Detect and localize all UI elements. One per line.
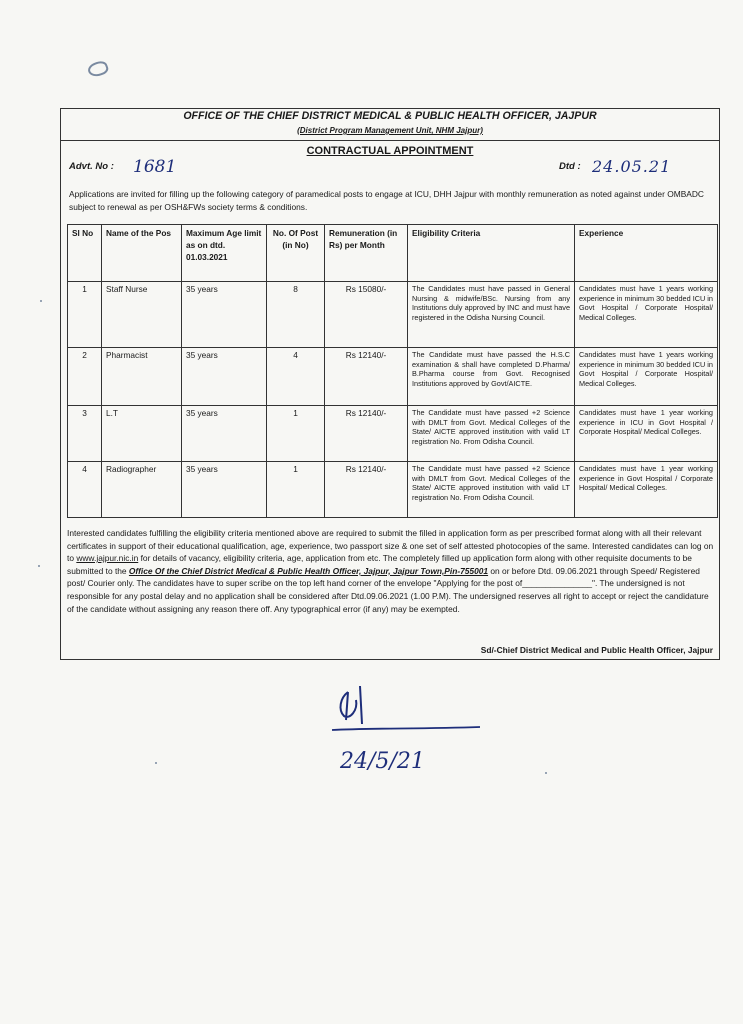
cell-age: 35 years <box>182 462 267 518</box>
table-row <box>68 462 718 518</box>
col-pay: Remuneration (in Rs) per Month <box>325 225 408 282</box>
cell-pay: Rs 15080/- <box>325 282 408 348</box>
website-link[interactable]: www.jajpur.nic.in <box>76 553 139 564</box>
cell-eligibility: The Candidates must have passed in General Nursing & midwife/BSc. Nursing from any Institutions duly approved by INC and must have registered in the Odisha Nursing Council. <box>408 282 575 348</box>
cell-name: L.T <box>102 406 182 462</box>
signatory-line: Sd/-Chief District Medical and Public Health Officer, Jajpur <box>480 645 713 655</box>
cell-pay: Rs 12140/- <box>325 462 408 518</box>
date-handwritten: 24.05.21 <box>592 157 672 176</box>
cell-eligibility: The Candidate must have passed +2 Science with DMLT from Govt. Medical Colleges of the State/ AICTE approved institution with valid LT registration No. From Odisha Council. <box>408 462 575 518</box>
col-posts: No. Of Post (in No) <box>267 225 325 282</box>
instructions-text-1: Interested candidates fulfilling the eligibility criteria mentioned above are required to submit the filled in application form as per prescribed format along with all their relevant certificates in support of their educational qualification, age, experience, two passport size & one set of self attested photocopies of the same. Interested candidates can log on to <box>67 528 714 564</box>
table-row <box>68 282 718 348</box>
scan-speck <box>38 565 40 567</box>
cell-eligibility: The Candidate must have passed +2 Science with DMLT from Govt. Medical Colleges of the State/ AICTE approved institution with valid LT registration No. From Odisha Council. <box>408 406 575 462</box>
cell-experience: Candidates must have 1 years working experience in minimum 30 bedded ICU in Govt Hospital / Corporate Hospital/ Medical Colleges. <box>575 348 718 406</box>
col-sl-no: Sl No <box>68 225 102 282</box>
cell-posts: 1 <box>267 406 325 462</box>
cell-pay: Rs 12140/- <box>325 406 408 462</box>
col-experience: Experience <box>575 225 718 282</box>
office-title: OFFICE OF THE CHIEF DISTRICT MEDICAL & PUBLIC HEALTH OFFICER, JAJPUR <box>183 110 597 122</box>
cell-experience: Candidates must have 1 year working experience in ICU in Govt Hospital / Corporate Hospital/ Medical Colleges. <box>575 406 718 462</box>
instructions-text-3: on or before Dtd. 09.06.2021 through Speed/ Registered post/ Courier only. The candidates have to super scribe on the top left hand corner of the envelope "Applying for the post of_______________". The undersigned is not responsible for any postal delay and no application shall be considered after Dtd.09.06.2021 (1.00 P.M). The undersigned reserves all right to accept or reject the candidature of the candidate without assigning any reason there off. Any typographical error (if any) may be exempted. <box>67 565 709 614</box>
cell-age: 35 years <box>182 406 267 462</box>
table-row <box>68 406 718 462</box>
table-row <box>68 348 718 406</box>
notice-frame <box>60 108 720 660</box>
cell-posts: 4 <box>267 348 325 406</box>
office-address: Office Of the Chief District Medical & Public Health Officer, Jajpur, Jajpur Town,Pin-755001 <box>128 565 489 576</box>
handwritten-signature <box>330 680 490 780</box>
cell-sl: 2 <box>68 348 102 406</box>
notice-heading: CONTRACTUAL APPOINTMENT <box>306 145 474 157</box>
header-divider <box>61 140 719 141</box>
posts-table <box>67 224 718 518</box>
cell-eligibility: The Candidate must have passed the H.S.C examination & shall have completed D.Pharma/ B.Pharma course from Govt. Recognised Institutions approved by Govt/AICTE. <box>408 348 575 406</box>
table-header-row <box>68 225 718 282</box>
signature-date: 24/5/21 <box>340 749 425 774</box>
scan-speck <box>155 762 157 764</box>
cell-age: 35 years <box>182 282 267 348</box>
cell-sl: 3 <box>68 406 102 462</box>
scan-smudge <box>86 59 110 79</box>
col-name: Name of the Pos <box>102 225 182 282</box>
cell-posts: 1 <box>267 462 325 518</box>
cell-posts: 8 <box>267 282 325 348</box>
cell-sl: 4 <box>68 462 102 518</box>
col-eligibility: Eligibility Criteria <box>408 225 575 282</box>
cell-name: Pharmacist <box>102 348 182 406</box>
instructions-text-2: for details of vacancy, eligibility criteria, age, application from etc. The completely filled up application form along with other requisite documents to be submitted to the <box>67 553 692 576</box>
cell-pay: Rs 12140/- <box>325 348 408 406</box>
intro-paragraph: Applications are invited for filling up the following category of paramedical posts to engage at ICU, DHH Jajpur with monthly remuneration as noted against under OMBADC subject to renewal as per OSH&FWs society terms & conditions. <box>69 189 704 212</box>
cell-experience: Candidates must have 1 years working experience in minimum 30 bedded ICU in Govt Hospital / Corporate Hospital/ Medical Colleges. <box>575 282 718 348</box>
cell-name: Radiographer <box>102 462 182 518</box>
cell-sl: 1 <box>68 282 102 348</box>
cell-experience: Candidates must have 1 year working experience in Govt Hospital / Corporate Hospital/ Medical Colleges. <box>575 462 718 518</box>
advt-number-handwritten: 1681 <box>133 157 177 177</box>
unit-subtitle: (District Program Management Unit, NHM Jajpur) <box>297 126 483 135</box>
date-label: Dtd : <box>559 161 581 172</box>
col-age: Maximum Age limit as on dtd. 01.03.2021 <box>182 225 267 282</box>
scan-speck <box>545 772 547 774</box>
scan-speck <box>40 300 42 302</box>
instructions-paragraph <box>67 527 715 615</box>
cell-name: Staff Nurse <box>102 282 182 348</box>
advt-label: Advt. No : <box>69 161 114 172</box>
cell-age: 35 years <box>182 348 267 406</box>
